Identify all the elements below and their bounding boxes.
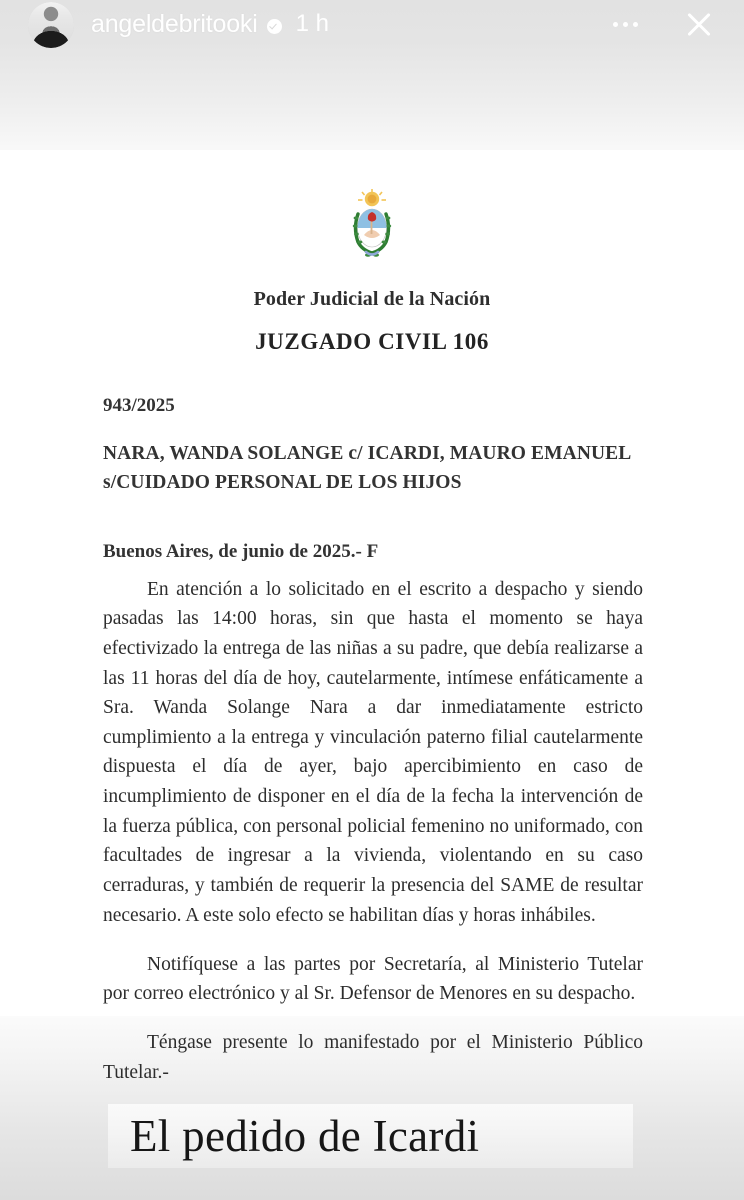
document-paragraph: Notifíquese a las partes por Secretaría, al Ministerio Tutelar por correo electrónico y al Sr. Defensor de Menores en su despacho.: [103, 953, 643, 1005]
ellipsis-icon[interactable]: [605, 14, 646, 35]
story-caption-text: El pedido de Icardi: [130, 1110, 480, 1161]
case-caption-line-2: s/CUIDADO PERSONAL DE LOS HIJOS: [103, 471, 462, 493]
ellipsis-dot: [623, 22, 628, 27]
document-subtitle: JUZGADO CIVIL 106: [255, 329, 489, 354]
story-caption-box: [108, 1104, 633, 1168]
crest-container: [0, 150, 744, 266]
story-header: [0, 0, 744, 48]
document-title: Poder Judicial de la Nación: [253, 288, 491, 310]
case-caption: [103, 440, 643, 498]
argentina-coat-of-arms-icon: [344, 188, 400, 266]
case-caption-line-1: NARA, WANDA SOLANGE c/ ICARDI, MAURO EMANUEL: [103, 443, 632, 464]
verified-badge-icon: [267, 19, 282, 34]
timestamp-label: 1 h: [295, 10, 329, 37]
ellipsis-dot: [613, 22, 618, 27]
document-paragraph: En atención a lo solicitado en el escrito a despacho y siendo pasadas las 14:00 horas, sin que hasta el momento se haya efectivizado la entrega de las niñas a su padre, que debía realizarse a las 11 horas del día de hoy, cautelarmente, intímese enfáticamente a Sra. Wanda Solange Nara a dar inmediatamente estricto cumplimiento a la entrega y vinculación paterno filial cautelarmente dispuesta el día de ayer, bajo apercibimiento en caso de incumplimiento de disponer en el día de la fecha la intervención de la fuerza pública, con personal policial femenino no uniformado, con facultades de ingresar a la vivienda, violentando en su caso cerraduras, y también de requerir la presencia del SAME de resultar necesario. A este solo efecto se habilitan días y horas inhábiles.: [103, 578, 643, 926]
ellipsis-dot: [633, 22, 638, 27]
court-document: [0, 150, 744, 1107]
document-paragraph: Téngase presente lo manifestado por el Ministerio Público Tutelar.-: [103, 1032, 643, 1084]
case-number: 943/2025: [103, 395, 175, 416]
close-icon[interactable]: [682, 7, 716, 41]
avatar[interactable]: [28, 2, 74, 48]
place-and-date: Buenos Aires, de junio de 2025.- F: [103, 540, 379, 562]
document-body: [101, 395, 643, 1088]
avatar-image: [28, 2, 74, 48]
username-label[interactable]: angeldebritooki: [91, 9, 258, 38]
